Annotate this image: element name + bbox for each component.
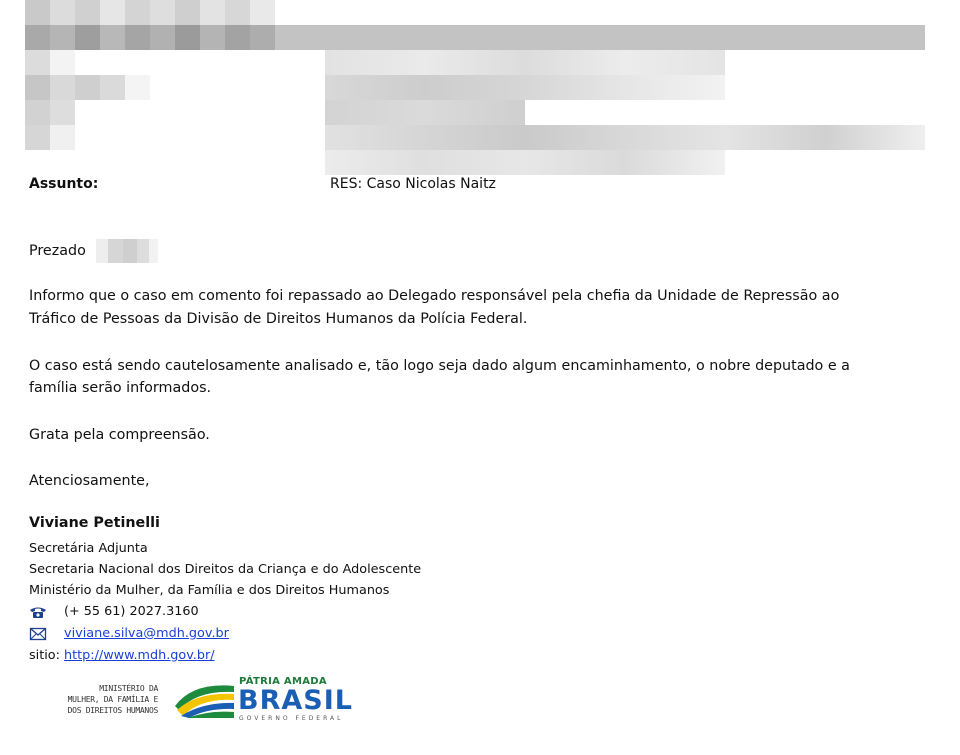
thanks-line: Grata pela compreensão. [29, 427, 210, 443]
paragraph2-line2: família serão informados. [29, 380, 212, 396]
ministry-logo-line3: DOS DIREITOS HUMANOS [67, 706, 158, 715]
signature-site [29, 645, 215, 666]
paragraph1-line2: Tráfico de Pessoas da Divisão de Direitos Humanos da Polícia Federal. [29, 311, 528, 327]
site-label: sitio: [29, 648, 60, 663]
signature-ministry: Ministério da Mulher, da Família e dos Direitos Humanos [29, 583, 390, 598]
ministry-logo-line2: MULHER, DA FAMÍLIA E [67, 695, 158, 704]
redacted-recipient-name [96, 239, 158, 263]
redacted-header-left-col [25, 50, 150, 150]
ministry-logo [28, 683, 158, 723]
governo-federal-text: GOVERNO FEDERAL [239, 715, 344, 722]
envelope-icon [29, 627, 47, 641]
greeting: Prezado [29, 243, 86, 259]
subject-label: Assunto: [29, 176, 99, 192]
patria-amada-text: PÁTRIA AMADA [239, 676, 327, 687]
patria-amada-brasil-logo [238, 676, 353, 722]
subject-value: RES: Caso Nicolas Naitz [330, 176, 496, 192]
paragraph1-line1: Informo que o caso em comento foi repassado ao Delegado responsável pela chefia da Unidade de Repressão ao [29, 288, 840, 304]
redacted-header-row-1 [25, 0, 275, 25]
paragraph2-line1: O caso está sendo cautelosamente analisado e, tão logo seja dado algum encaminhamento, o nobre deputado e a [29, 358, 850, 374]
signature-email-link[interactable]: viviane.silva@mdh.gov.br [64, 626, 229, 641]
brasil-text: BRASIL [238, 685, 353, 716]
signature-name: Viviane Petinelli [29, 515, 160, 531]
closing-line: Atenciosamente, [29, 473, 150, 489]
site-link[interactable]: http://www.mdh.gov.br/ [64, 648, 215, 663]
brasil-flag-icon [173, 676, 236, 719]
signature-phone: (+ 55 61) 2027.3160 [64, 604, 199, 619]
ministry-logo-line1: MINISTÉRIO DA [99, 684, 158, 693]
redacted-header-right-block [325, 50, 925, 175]
redacted-header-row-2 [25, 25, 925, 50]
phone-icon [29, 605, 47, 619]
signature-title: Secretária Adjunta [29, 541, 148, 556]
signature-department: Secretaria Nacional dos Direitos da Criança e do Adolescente [29, 562, 422, 577]
